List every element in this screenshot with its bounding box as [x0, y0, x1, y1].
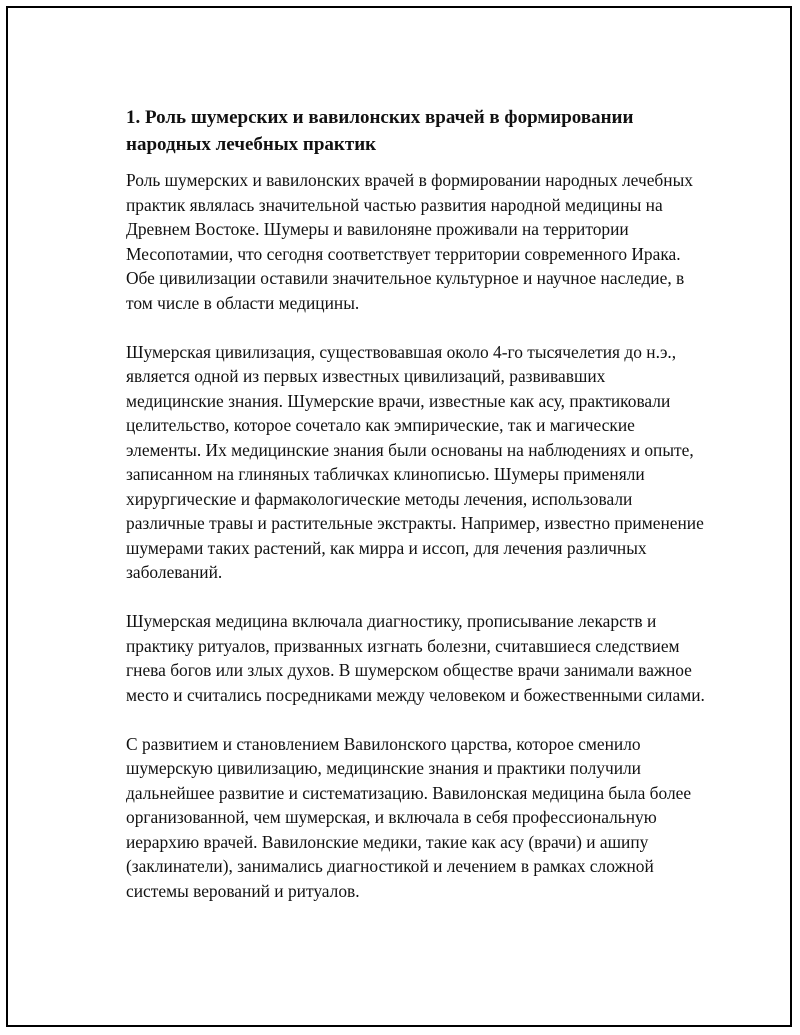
paragraph-4: С развитием и становлением Вавилонского царства, которое сменило шумерскую цивилизацию, медицинские знания и практики получили дальнейшее развитие и систематизацию. Вавилонская медицина была более организованной, чем шумерская, и включала в себя профессиональную иерархию врачей. Вавилонские медики, такие как асу (врачи) и ашипу (заклинатели), занимались диагностикой и лечением в рамках сложной системы верований и ритуалов.: [126, 733, 692, 901]
section-heading: 1. Роль шумерских и вавилонских врачей в формировании народных лечебных практик: [126, 107, 634, 155]
paragraph-3: Шумерская медицина включала диагностику, прописывание лекарств и практику ритуалов, призванных изгнать болезни, считавшиеся следствием гнева богов или злых духов. В шумерском обществе врачи занимали важное место и считались посредниками между человеком и божественными силами.: [126, 611, 705, 705]
paragraph-1: Роль шумерских и вавилонских врачей в формировании народных лечебных практик являлась значительной частью развития народной медицины на Древнем Востоке. Шумеры и вавилоняне проживали на территории Месопотамии, что сегодня соответствует территории современного Ирака. Обе цивилизации оставили значительное культурное и научное наследие, в том числе в области медицины.: [126, 170, 693, 313]
page-frame: [6, 6, 792, 1027]
document-body: [126, 104, 706, 928]
paragraph-2: Шумерская цивилизация, существовавшая около 4-го тысячелетия до н.э., является одной из первых известных цивилизаций, развивавших медицинские знания. Шумерские врачи, известные как асу, практиковали целительство, которое сочетало как эмпирические, так и магические элементы. Их медицинские знания были основаны на наблюдениях и опыте, записанном на глиняных табличках клинописью. Шумеры применяли хирургические и фармакологические методы лечения, использовали различные травы и растительные экстракты. Например, известно применение шумерами таких растений, как мирра и иссоп, для лечения различных заболеваний.: [126, 341, 704, 582]
